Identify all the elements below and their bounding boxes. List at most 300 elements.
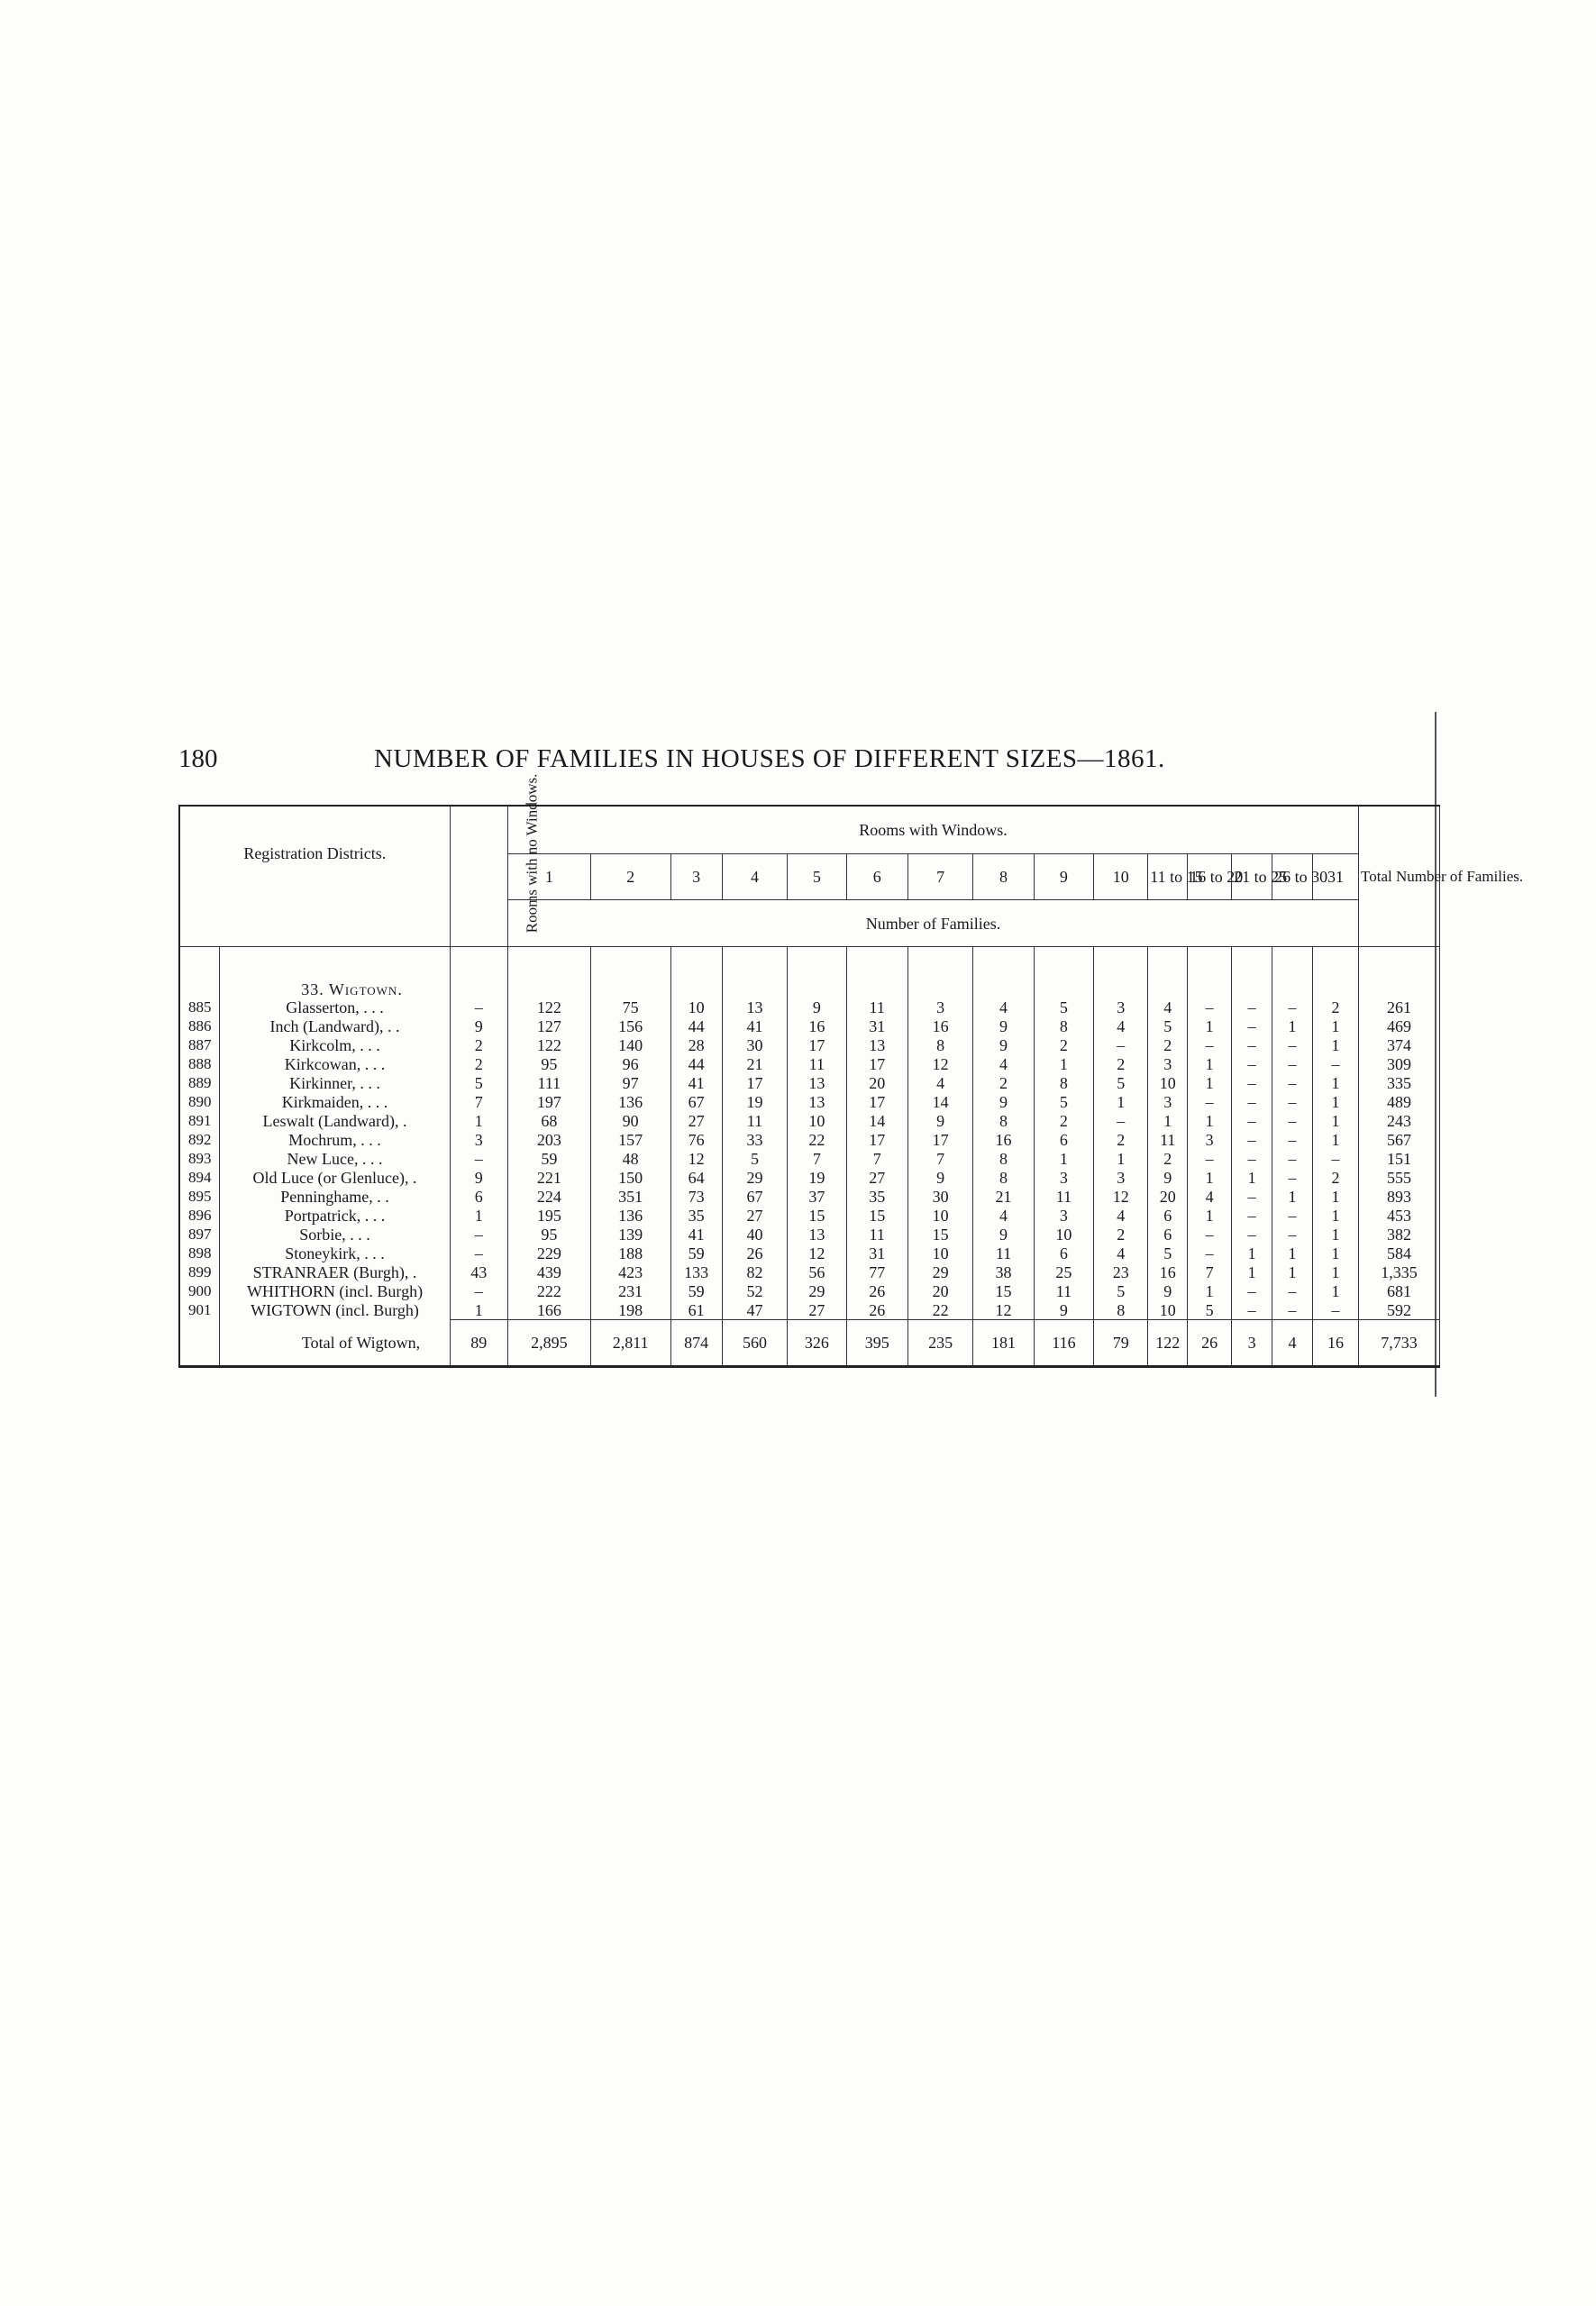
families-cell: 15 — [788, 1206, 846, 1225]
total-families-cell: 560 — [722, 1320, 787, 1367]
families-cell: 16 — [907, 1016, 972, 1035]
table-row — [179, 1225, 1440, 1244]
families-cell: 4 — [1094, 1016, 1148, 1035]
table-row — [179, 1168, 1440, 1187]
total-families-cell: 122 — [1148, 1320, 1188, 1367]
families-cell: 2 — [973, 1073, 1034, 1092]
families-cell: 136 — [590, 1092, 670, 1111]
families-cell: 52 — [722, 1281, 787, 1300]
table-row — [179, 1092, 1440, 1111]
room-column-header: 2 — [590, 854, 670, 900]
families-cell: – — [1272, 1035, 1313, 1054]
families-cell: – — [1272, 1206, 1313, 1225]
district-name: Sorbie, . . . — [220, 1225, 450, 1244]
families-cell: 1 — [1034, 1054, 1093, 1073]
families-cell: 4 — [973, 998, 1034, 1016]
families-cell: – — [1272, 1130, 1313, 1149]
table-row — [179, 1054, 1440, 1073]
total-families-cell: 235 — [907, 1320, 972, 1367]
total-cell: 151 — [1359, 1149, 1440, 1168]
no-windows-cell: – — [450, 998, 507, 1016]
families-cell: 222 — [507, 1281, 590, 1300]
families-cell: – — [1272, 1281, 1313, 1300]
no-windows-cell: – — [450, 1244, 507, 1262]
families-cell: 2 — [1148, 1035, 1188, 1054]
families-cell: 41 — [670, 1073, 722, 1092]
families-cell: 56 — [788, 1262, 846, 1281]
families-cell: 22 — [907, 1300, 972, 1320]
district-name: Kirkinner, . . . — [220, 1073, 450, 1092]
families-cell: 5 — [1148, 1244, 1188, 1262]
district-number: 895 — [179, 1187, 220, 1206]
district-name: Glasserton, . . . — [220, 998, 450, 1016]
families-cell: 27 — [788, 1300, 846, 1320]
families-cell: 64 — [670, 1168, 722, 1187]
families-cell: 10 — [907, 1244, 972, 1262]
families-cell: 229 — [507, 1244, 590, 1262]
families-cell: 31 — [846, 1016, 907, 1035]
families-cell: 4 — [973, 1054, 1034, 1073]
families-cell: 5 — [1034, 998, 1093, 1016]
families-cell: 3 — [1034, 1168, 1093, 1187]
families-cell: 188 — [590, 1244, 670, 1262]
families-cell: 10 — [907, 1206, 972, 1225]
no-windows-cell: 2 — [450, 1054, 507, 1073]
families-cell: 13 — [722, 998, 787, 1016]
page-title: NUMBER OF FAMILIES IN HOUSES OF DIFFERENT SIZES—1861. — [374, 744, 1165, 773]
district-name: Penninghame, . . — [220, 1187, 450, 1206]
families-cell: 1 — [1188, 1168, 1232, 1187]
total-families-cell: 116 — [1034, 1320, 1093, 1367]
district-number: 892 — [179, 1130, 220, 1149]
rooms-no-windows-header: Rooms with no Windows. — [450, 806, 507, 900]
families-cell: – — [1232, 1206, 1272, 1225]
total-cell: 893 — [1359, 1187, 1440, 1206]
families-cell: 127 — [507, 1016, 590, 1035]
families-cell: 19 — [788, 1168, 846, 1187]
total-cell: 309 — [1359, 1054, 1440, 1073]
families-cell: 1 — [1188, 1073, 1232, 1092]
families-cell: 26 — [846, 1281, 907, 1300]
families-cell: 7 — [1188, 1262, 1232, 1281]
families-cell: 1 — [1312, 1016, 1358, 1035]
families-cell: 59 — [670, 1244, 722, 1262]
families-cell: 9 — [973, 1092, 1034, 1111]
table-row — [179, 1130, 1440, 1149]
no-windows-cell: 9 — [450, 1016, 507, 1035]
families-cell: 96 — [590, 1054, 670, 1073]
total-cell: 261 — [1359, 998, 1440, 1016]
room-column-header: 11 to 15 — [1148, 854, 1188, 900]
families-cell: – — [1312, 1300, 1358, 1320]
table-row — [179, 1262, 1440, 1281]
total-cell: 584 — [1359, 1244, 1440, 1262]
families-cell: 4 — [1188, 1187, 1232, 1206]
families-cell: 76 — [670, 1130, 722, 1149]
total-label: Total of Wigtown, — [220, 1320, 450, 1367]
families-cell: – — [1272, 1073, 1313, 1092]
families-cell: 10 — [670, 998, 722, 1016]
families-cell: 1 — [1312, 1111, 1358, 1130]
families-cell: – — [1232, 1111, 1272, 1130]
families-cell: 14 — [907, 1092, 972, 1111]
total-families-cell: 4 — [1272, 1320, 1313, 1367]
total-cell: 555 — [1359, 1168, 1440, 1187]
families-cell: 10 — [1148, 1073, 1188, 1092]
families-cell: 20 — [1148, 1187, 1188, 1206]
families-cell: 11 — [1034, 1187, 1093, 1206]
families-cell: 11 — [846, 998, 907, 1016]
families-cell: 3 — [1094, 1168, 1148, 1187]
families-cell: 139 — [590, 1225, 670, 1244]
families-cell: 12 — [1094, 1187, 1148, 1206]
families-cell: 44 — [670, 1016, 722, 1035]
table-row — [179, 1187, 1440, 1206]
families-cell: 14 — [846, 1111, 907, 1130]
district-name: STRANRAER (Burgh), . — [220, 1262, 450, 1281]
families-cell: – — [1272, 1300, 1313, 1320]
district-number: 901 — [179, 1300, 220, 1320]
families-cell: 423 — [590, 1262, 670, 1281]
families-cell: 5 — [722, 1149, 787, 1168]
families-cell: – — [1094, 1111, 1148, 1130]
families-cell: 8 — [973, 1111, 1034, 1130]
families-cell: 4 — [973, 1206, 1034, 1225]
families-cell: – — [1312, 1054, 1358, 1073]
no-windows-header-cont — [450, 900, 507, 947]
families-cell: 157 — [590, 1130, 670, 1149]
families-cell: 2 — [1034, 1035, 1093, 1054]
families-cell: 29 — [907, 1262, 972, 1281]
families-cell: 5 — [1094, 1281, 1148, 1300]
families-cell: 31 — [846, 1244, 907, 1262]
families-cell: 41 — [670, 1225, 722, 1244]
families-cell: 20 — [907, 1281, 972, 1300]
families-cell: – — [1272, 1225, 1313, 1244]
families-cell: 35 — [846, 1187, 907, 1206]
families-cell: 26 — [722, 1244, 787, 1262]
district-name: Inch (Landward), . . — [220, 1016, 450, 1035]
families-cell: 4 — [907, 1073, 972, 1092]
district-number: 890 — [179, 1092, 220, 1111]
district-name: Leswalt (Landward), . — [220, 1111, 450, 1130]
families-cell: 4 — [1148, 998, 1188, 1016]
families-cell: 4 — [1094, 1206, 1148, 1225]
families-cell: – — [1232, 1054, 1272, 1073]
families-cell: 15 — [973, 1281, 1034, 1300]
families-cell: 1 — [1272, 1016, 1313, 1035]
families-cell: 2 — [1312, 1168, 1358, 1187]
families-cell: 17 — [722, 1073, 787, 1092]
families-cell: 12 — [670, 1149, 722, 1168]
families-cell: 3 — [1094, 998, 1148, 1016]
families-cell: 1 — [1232, 1262, 1272, 1281]
families-cell: 9 — [1148, 1281, 1188, 1300]
families-cell: 75 — [590, 998, 670, 1016]
families-cell: 21 — [722, 1054, 787, 1073]
district-number: 898 — [179, 1244, 220, 1262]
families-cell: 95 — [507, 1054, 590, 1073]
families-cell: 3 — [1148, 1092, 1188, 1111]
families-cell: 16 — [973, 1130, 1034, 1149]
no-windows-cell: 5 — [450, 1073, 507, 1092]
families-cell: 1 — [1312, 1073, 1358, 1092]
families-cell: – — [1232, 1149, 1272, 1168]
families-cell: – — [1188, 1092, 1232, 1111]
families-cell: – — [1232, 1281, 1272, 1300]
room-column-header: 31 — [1312, 854, 1358, 900]
families-cell: 82 — [722, 1262, 787, 1281]
families-cell: 67 — [722, 1187, 787, 1206]
district-number: 888 — [179, 1054, 220, 1073]
total-cell: 681 — [1359, 1281, 1440, 1300]
families-cell: 44 — [670, 1054, 722, 1073]
total-families-cell: 2,811 — [590, 1320, 670, 1367]
families-cell: 9 — [1034, 1300, 1093, 1320]
total-families-cell: 874 — [670, 1320, 722, 1367]
families-cell: 221 — [507, 1168, 590, 1187]
families-cell: 27 — [846, 1168, 907, 1187]
families-cell: – — [1232, 1016, 1272, 1035]
families-cell: 9 — [788, 998, 846, 1016]
section-title: 33. Wigtown. — [220, 956, 450, 998]
district-name: Mochrum, . . . — [220, 1130, 450, 1149]
total-families-cell: 181 — [973, 1320, 1034, 1367]
families-cell: 5 — [1148, 1016, 1188, 1035]
families-cell: 439 — [507, 1262, 590, 1281]
table-row — [179, 1281, 1440, 1300]
table-row — [179, 998, 1440, 1016]
families-cell: 9 — [907, 1111, 972, 1130]
families-cell: – — [1232, 1187, 1272, 1206]
families-cell: 29 — [788, 1281, 846, 1300]
families-cell: 1 — [1034, 1149, 1093, 1168]
total-families-cell: 79 — [1094, 1320, 1148, 1367]
families-cell: 1 — [1188, 1054, 1232, 1073]
families-cell: 6 — [1148, 1225, 1188, 1244]
families-cell: 1 — [1312, 1092, 1358, 1111]
families-cell: 17 — [788, 1035, 846, 1054]
table-row — [179, 1035, 1440, 1054]
room-column-header: 7 — [907, 854, 972, 900]
families-cell: 21 — [973, 1187, 1034, 1206]
total-cell: 453 — [1359, 1206, 1440, 1225]
families-cell: 40 — [722, 1225, 787, 1244]
table-row — [179, 1073, 1440, 1092]
families-cell: 133 — [670, 1262, 722, 1281]
families-cell: 3 — [1034, 1206, 1093, 1225]
families-cell: 1 — [1312, 1225, 1358, 1244]
total-cell: 374 — [1359, 1035, 1440, 1054]
families-cell: 8 — [973, 1168, 1034, 1187]
families-cell: 95 — [507, 1225, 590, 1244]
families-cell: 13 — [788, 1073, 846, 1092]
district-name: Stoneykirk, . . . — [220, 1244, 450, 1262]
families-cell: 1 — [1094, 1149, 1148, 1168]
district-number: 891 — [179, 1111, 220, 1130]
district-number: 885 — [179, 998, 220, 1016]
district-number: 900 — [179, 1281, 220, 1300]
families-cell: 8 — [1094, 1300, 1148, 1320]
families-cell: 1 — [1272, 1244, 1313, 1262]
no-windows-cell: 7 — [450, 1092, 507, 1111]
total-families-cell: 326 — [788, 1320, 846, 1367]
room-column-header: 8 — [973, 854, 1034, 900]
families-cell: 8 — [1034, 1073, 1093, 1092]
families-cell: 17 — [907, 1130, 972, 1149]
families-cell: 13 — [788, 1225, 846, 1244]
room-column-header: 10 — [1094, 854, 1148, 900]
families-cell: 150 — [590, 1168, 670, 1187]
families-cell: 2 — [1094, 1225, 1148, 1244]
families-cell: 1 — [1312, 1206, 1358, 1225]
families-cell: – — [1272, 1092, 1313, 1111]
families-cell: 166 — [507, 1300, 590, 1320]
families-cell: 3 — [1148, 1054, 1188, 1073]
no-windows-cell: 9 — [450, 1168, 507, 1187]
families-cell: 19 — [722, 1092, 787, 1111]
no-windows-cell: 3 — [450, 1130, 507, 1149]
district-number: 899 — [179, 1262, 220, 1281]
families-cell: – — [1312, 1149, 1358, 1168]
families-cell: – — [1232, 998, 1272, 1016]
families-cell: 1 — [1312, 1281, 1358, 1300]
families-cell: 1 — [1312, 1187, 1358, 1206]
families-cell: 122 — [507, 998, 590, 1016]
no-windows-cell: 2 — [450, 1035, 507, 1054]
table-row — [179, 1149, 1440, 1168]
families-cell: 198 — [590, 1300, 670, 1320]
families-cell: 8 — [907, 1035, 972, 1054]
families-cell: 1 — [1312, 1262, 1358, 1281]
families-cell: 9 — [907, 1168, 972, 1187]
district-number: 889 — [179, 1073, 220, 1092]
families-cell: – — [1232, 1130, 1272, 1149]
families-cell: – — [1272, 1149, 1313, 1168]
families-cell: – — [1232, 1225, 1272, 1244]
families-table — [178, 773, 1524, 1368]
families-cell: 17 — [846, 1092, 907, 1111]
total-families-cell: 3 — [1232, 1320, 1272, 1367]
district-number: 886 — [179, 1016, 220, 1035]
district-name: Kirkcowan, . . . — [220, 1054, 450, 1073]
families-cell: 29 — [722, 1168, 787, 1187]
families-cell: 1 — [1272, 1187, 1313, 1206]
families-cell: 1 — [1312, 1130, 1358, 1149]
families-cell: 12 — [973, 1300, 1034, 1320]
families-cell: 12 — [788, 1244, 846, 1262]
families-cell: 10 — [1034, 1225, 1093, 1244]
district-name: Kirkmaiden, . . . — [220, 1092, 450, 1111]
table-row — [179, 1016, 1440, 1035]
room-column-header: 9 — [1034, 854, 1093, 900]
families-cell: – — [1188, 1035, 1232, 1054]
families-cell: – — [1272, 1168, 1313, 1187]
district-number: 897 — [179, 1225, 220, 1244]
families-cell: 5 — [1094, 1073, 1148, 1092]
families-cell: 13 — [846, 1035, 907, 1054]
families-cell: 11 — [722, 1111, 787, 1130]
room-column-header: 1 — [507, 854, 590, 900]
table-row — [179, 1206, 1440, 1225]
families-cell: 156 — [590, 1016, 670, 1035]
families-cell: – — [1232, 1092, 1272, 1111]
families-cell: 9 — [973, 1225, 1034, 1244]
families-cell: 3 — [907, 998, 972, 1016]
families-cell: – — [1188, 1225, 1232, 1244]
total-cell: 382 — [1359, 1225, 1440, 1244]
families-cell: 17 — [846, 1054, 907, 1073]
district-name: WHITHORN (incl. Burgh) — [220, 1281, 450, 1300]
room-column-header: 5 — [788, 854, 846, 900]
families-cell: 2 — [1312, 998, 1358, 1016]
families-cell: 7 — [907, 1149, 972, 1168]
total-cell: 489 — [1359, 1092, 1440, 1111]
families-cell: 73 — [670, 1187, 722, 1206]
families-cell: 27 — [722, 1206, 787, 1225]
families-cell: 33 — [722, 1130, 787, 1149]
families-cell: 48 — [590, 1149, 670, 1168]
families-cell: – — [1188, 1244, 1232, 1262]
no-windows-cell: 1 — [450, 1300, 507, 1320]
district-header-cont — [179, 900, 450, 947]
registration-districts-header: Registration Districts. — [179, 806, 450, 900]
room-column-header: 26 to 30 — [1272, 854, 1313, 900]
families-cell: 1 — [1232, 1168, 1272, 1187]
district-name: Kirkcolm, . . . — [220, 1035, 450, 1054]
district-number: 893 — [179, 1149, 220, 1168]
families-cell: 7 — [846, 1149, 907, 1168]
room-column-header: 3 — [670, 854, 722, 900]
families-cell: 30 — [907, 1187, 972, 1206]
families-cell: 197 — [507, 1092, 590, 1111]
families-cell: 8 — [973, 1149, 1034, 1168]
families-cell: 9 — [973, 1035, 1034, 1054]
families-cell: 351 — [590, 1187, 670, 1206]
families-cell: 2 — [1148, 1149, 1188, 1168]
families-cell: 136 — [590, 1206, 670, 1225]
district-number: 894 — [179, 1168, 220, 1187]
families-cell: 23 — [1094, 1262, 1148, 1281]
families-cell: 231 — [590, 1281, 670, 1300]
families-cell: 17 — [846, 1130, 907, 1149]
families-cell: 97 — [590, 1073, 670, 1092]
families-cell: 28 — [670, 1035, 722, 1054]
families-cell: 25 — [1034, 1262, 1093, 1281]
families-cell: 15 — [846, 1206, 907, 1225]
district-number: 896 — [179, 1206, 220, 1225]
table-row — [179, 1244, 1440, 1262]
families-cell: 16 — [1148, 1262, 1188, 1281]
families-cell: – — [1232, 1300, 1272, 1320]
families-cell: 122 — [507, 1035, 590, 1054]
families-cell: 111 — [507, 1073, 590, 1092]
families-cell: 1 — [1272, 1262, 1313, 1281]
total-families-cell: 2,895 — [507, 1320, 590, 1367]
families-cell: 2 — [1094, 1130, 1148, 1149]
families-cell: 16 — [788, 1016, 846, 1035]
families-cell: 10 — [788, 1111, 846, 1130]
families-cell: 6 — [1034, 1130, 1093, 1149]
families-cell: 203 — [507, 1130, 590, 1149]
total-no-windows: 89 — [450, 1320, 507, 1367]
families-cell: 1 — [1188, 1111, 1232, 1130]
total-number-of-families-header: Total Number of Families. — [1359, 806, 1440, 947]
room-column-header: 21 to 25 — [1232, 854, 1272, 900]
no-windows-cell: 1 — [450, 1206, 507, 1225]
no-windows-cell: 43 — [450, 1262, 507, 1281]
families-cell: 15 — [907, 1225, 972, 1244]
